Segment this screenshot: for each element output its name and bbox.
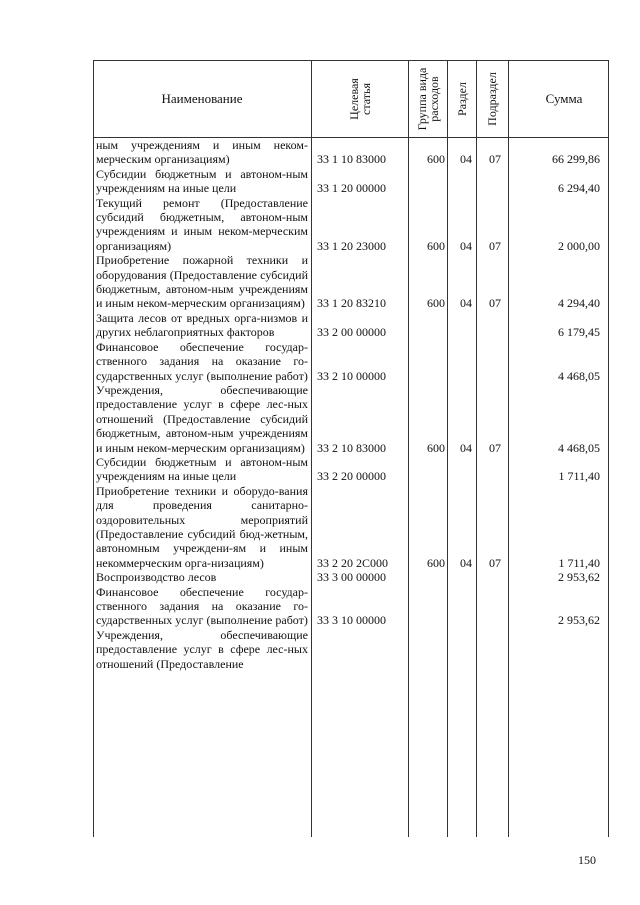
table-row [93, 455, 608, 484]
table-row [93, 484, 608, 570]
header-name: Наименование [161, 90, 243, 106]
name-cell: Финансовое обеспечение государ-ственного задания на оказание го-сударственных услуг (выполнение работ) [96, 339, 308, 383]
sum-cell: 6 179,45 [558, 325, 600, 340]
table-row [93, 383, 608, 455]
target-code-cell: 33 1 20 23000 [317, 238, 386, 253]
group-cell: 600 [427, 238, 445, 253]
section-cell: 04 [460, 152, 472, 167]
target-code-cell: 33 3 00 00000 [317, 570, 386, 585]
sum-cell: 4 294,40 [558, 296, 600, 311]
target-code-cell: 33 2 20 00000 [317, 469, 386, 484]
subsection-cell: 07 [489, 555, 501, 570]
table-body [93, 138, 608, 671]
table-row [93, 340, 608, 383]
table-row [93, 196, 608, 254]
table-row [93, 628, 608, 671]
target-code-cell: 33 2 10 00000 [317, 368, 386, 383]
name-cell: Приобретение техники и оборудо-вания для проведения санитарно-оздоровительных мероприятий (Предоставление субсидий бюд-жетным, автономным учреждени-ям и иным некоммерческим орга-низациям) [96, 483, 308, 570]
target-code-cell: 33 1 10 83000 [317, 152, 386, 167]
header-sum: Сумма [545, 90, 583, 106]
table-row [93, 585, 608, 628]
col-border-right [608, 60, 609, 837]
header-section: Раздел [455, 82, 469, 116]
table-row [93, 167, 608, 196]
target-code-cell: 33 2 20 2С000 [317, 555, 389, 570]
page-number: 150 [578, 853, 596, 867]
sum-cell: 1 711,40 [558, 469, 600, 484]
table-row [93, 570, 608, 584]
group-cell: 600 [427, 296, 445, 311]
sum-cell: 2 000,00 [558, 238, 600, 253]
name-cell: Учреждения, обеспечивающие предоставление услуг в сфере лес-ных отношений (Предоставление [96, 627, 308, 671]
section-cell: 04 [460, 238, 472, 253]
sum-cell: 2 953,62 [558, 613, 600, 628]
group-cell: 600 [427, 152, 445, 167]
sum-cell: 1 711,40 [558, 555, 600, 570]
name-cell: Финансовое обеспечение государ-ственного задания на оказание го-сударственных услуг (выполнение работ) [96, 584, 308, 628]
sum-cell: 2 953,62 [558, 570, 600, 585]
section-cell: 04 [460, 555, 472, 570]
name-cell: Субсидии бюджетным и автоном-ным учреждениям на иные цели [96, 454, 308, 484]
header-subsection: Подраздел [485, 72, 499, 126]
section-cell: 04 [460, 296, 472, 311]
table-row [93, 253, 608, 311]
header-target: Целевая статья [347, 78, 373, 120]
group-cell: 600 [427, 555, 445, 570]
name-cell: Учреждения, обеспечивающие предоставление услуг в сфере лес-ных отношений (Предоставление субсидий бюджетным, автоном-ным учреждениям и иным неком-мерческим организациям) [96, 382, 308, 455]
group-cell: 600 [427, 440, 445, 455]
target-code-cell: 33 1 20 00000 [317, 181, 386, 196]
name-cell: Приобретение пожарной техники и оборудования (Предоставление субсидий бюджетным, автоном-ным учреждениям и иным неком-мерческим организациям) [96, 253, 308, 311]
sum-cell: 6 294,40 [558, 181, 600, 196]
section-cell: 04 [460, 440, 472, 455]
subsection-cell: 07 [489, 440, 501, 455]
sum-cell: 4 468,05 [558, 368, 600, 383]
target-code-cell: 33 3 10 00000 [317, 613, 386, 628]
table-row [93, 311, 608, 340]
subsection-cell: 07 [489, 238, 501, 253]
header-group: Группа вида расходов [415, 67, 441, 131]
name-cell: Текущий ремонт (Предоставление субсидий бюджетным, автоном-ным учреждениям и иным неком-мерческим организациям) [96, 195, 308, 253]
table-row [93, 138, 608, 167]
name-cell: Воспроизводство лесов [96, 570, 217, 585]
name-cell: Защита лесов от вредных орга-низмов и других неблагоприятных факторов [96, 310, 308, 340]
target-code-cell: 33 2 00 00000 [317, 325, 386, 340]
target-code-cell: 33 1 20 83210 [317, 296, 386, 311]
name-cell: ным учреждениям и иным неком-мерческим организациям) [96, 138, 308, 167]
name-cell: Субсидии бюджетным и автоном-ным учреждениям на иные цели [96, 166, 308, 196]
sum-cell: 66 299,86 [552, 152, 600, 167]
sum-cell: 4 468,05 [558, 440, 600, 455]
target-code-cell: 33 2 10 83000 [317, 440, 386, 455]
subsection-cell: 07 [489, 152, 501, 167]
subsection-cell: 07 [489, 296, 501, 311]
